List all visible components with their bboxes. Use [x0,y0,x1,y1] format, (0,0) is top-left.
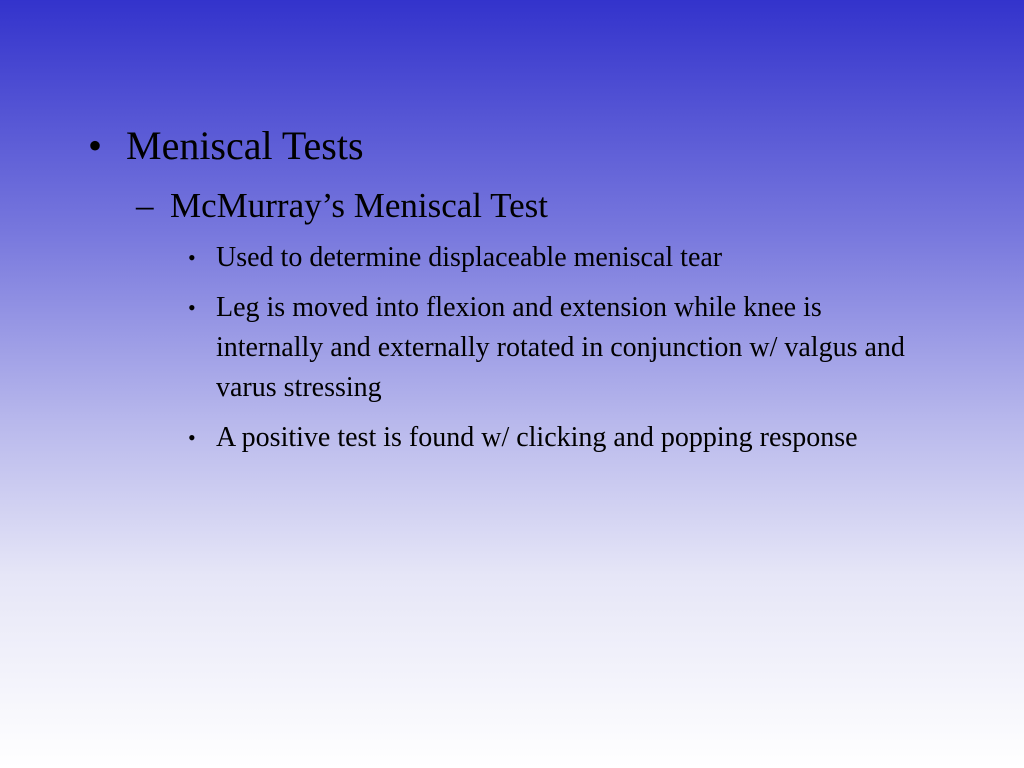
list-bullet: • [188,295,196,320]
list-item [188,418,948,458]
list-item [188,238,948,278]
list-bullet: • [188,245,196,270]
heading-bullet: • [88,123,103,168]
list-bullet: • [188,425,196,450]
heading-row [88,122,364,170]
bullet-list [188,238,948,468]
slide-heading: Meniscal Tests [126,123,364,168]
subheading-row [136,185,548,227]
subheading-dash: – [136,186,154,225]
slide-subheading: McMurray’s Meniscal Test [170,186,548,225]
list-item-text: Leg is moved into flexion and extension while knee is internally and externally rotated in conjunction w/ valgus and varus stressing [216,292,905,403]
list-item-text: A positive test is found w/ clicking and popping response [216,422,858,453]
list-item [188,288,948,408]
list-item-text: Used to determine displaceable meniscal tear [216,242,723,273]
